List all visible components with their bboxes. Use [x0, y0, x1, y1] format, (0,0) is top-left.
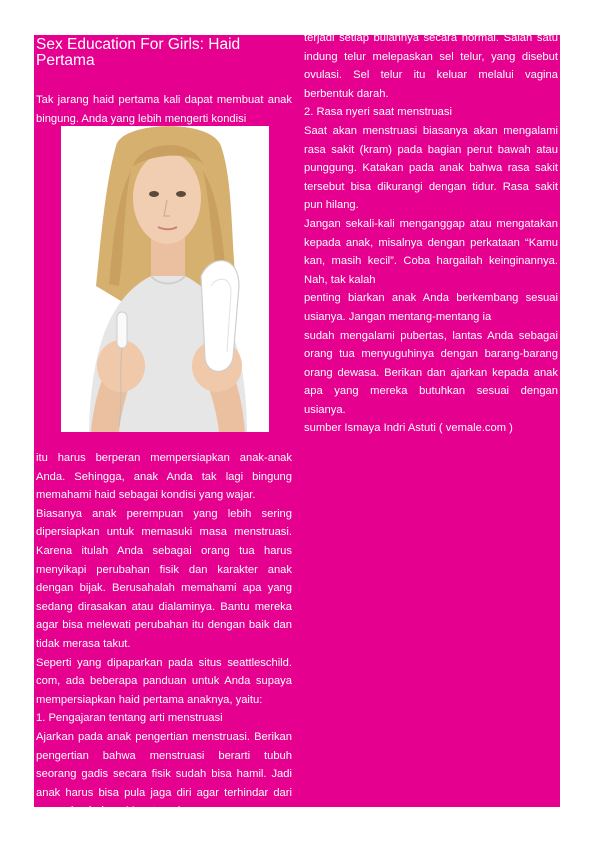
source-credit: sumber Ismaya Indri Astuti ( vemale.com ): [304, 422, 513, 435]
paragraph: Jangan sekali-kali menganggap atau mengatakan kepada anak, misalnya dengan perkataan “Kamu kan, masih kecil”. Coba hargailah keinginannya. Nah, tak kalah: [304, 217, 558, 286]
section-heading: 1. Pengajaran tentang arti menstruasi: [36, 712, 223, 725]
left-column-bottom: [36, 449, 292, 821]
paragraph: Ajarkan pada anak pengertian menstruasi. Berikan pengertian bahwa menstruasi berarti tubuh seorang gadis secara fisik sudah bisa hamil. Jadi anak harus bisa pula jaga diri agar terhindar dari pergaulan bebas. Menstruasi: [36, 730, 292, 818]
girl-holding-tampon-and-pad-photo: [61, 126, 269, 432]
paragraph: sudah mengalami pubertas, lantas Anda sebagai orang tua menyuguhinya dengan barang-barang orang dewasa. Berikan dan ajarkan kepada anak apa yang mereka butuhkan sesuai dengan usianya.: [304, 329, 558, 416]
paragraph: Biasanya anak perempuan yang lebih sering dipersiapkan untuk memasuki masa menstruasi. Karena itulah Anda sebagai orang tua harus menyikapi perubahan fisik dan karakter anak dengan bijak. Berusahalah memahami apa yang sedang dirasakan atau dialaminya. Bantu mereka agar bisa melewati perubahan itu dengan baik dan tidak merasa takut.: [36, 507, 292, 650]
paragraph: itu harus berperan mempersiapkan anak-anak Anda. Sehingga, anak Anda tak lagi bingung memahami haid sebagai kondisi yang wajar.: [36, 452, 292, 502]
right-column: [304, 29, 558, 438]
left-column-top: [36, 35, 292, 128]
intro-paragraph: Tak jarang haid pertama kali dapat membuat anak bingung. Anda yang lebih mengerti kondisi: [36, 94, 292, 125]
article-title: Sex Education For Girls: Haid Pertama: [36, 36, 241, 69]
paragraph: Seperti yang dipaparkan pada situs seattleschild. com, ada beberapa panduan untuk Anda supaya mempersiapkan haid pertama anaknya, yaitu:: [36, 656, 292, 706]
paragraph: Saat akan menstruasi biasanya akan mengalami rasa sakit (kram) pada bagian perut bawah atau punggung. Katakan pada anak bahwa rasa sakit tersebut bisa dikurangi dengan tidur. Rasa sakit pun hilang.: [304, 124, 558, 212]
paragraph: terjadi setiap bulannya secara normal. Salah satu indung telur melepaskan sel telur, yang disebut ovulasi. Sel telur itu keluar melalui vagina berbentuk darah.: [304, 32, 558, 100]
section-heading: 2. Rasa nyeri saat menstruasi: [304, 106, 452, 119]
paragraph: penting biarkan anak Anda berkembang sesuai usianya. Jangan mentang-mentang ia: [304, 292, 558, 323]
